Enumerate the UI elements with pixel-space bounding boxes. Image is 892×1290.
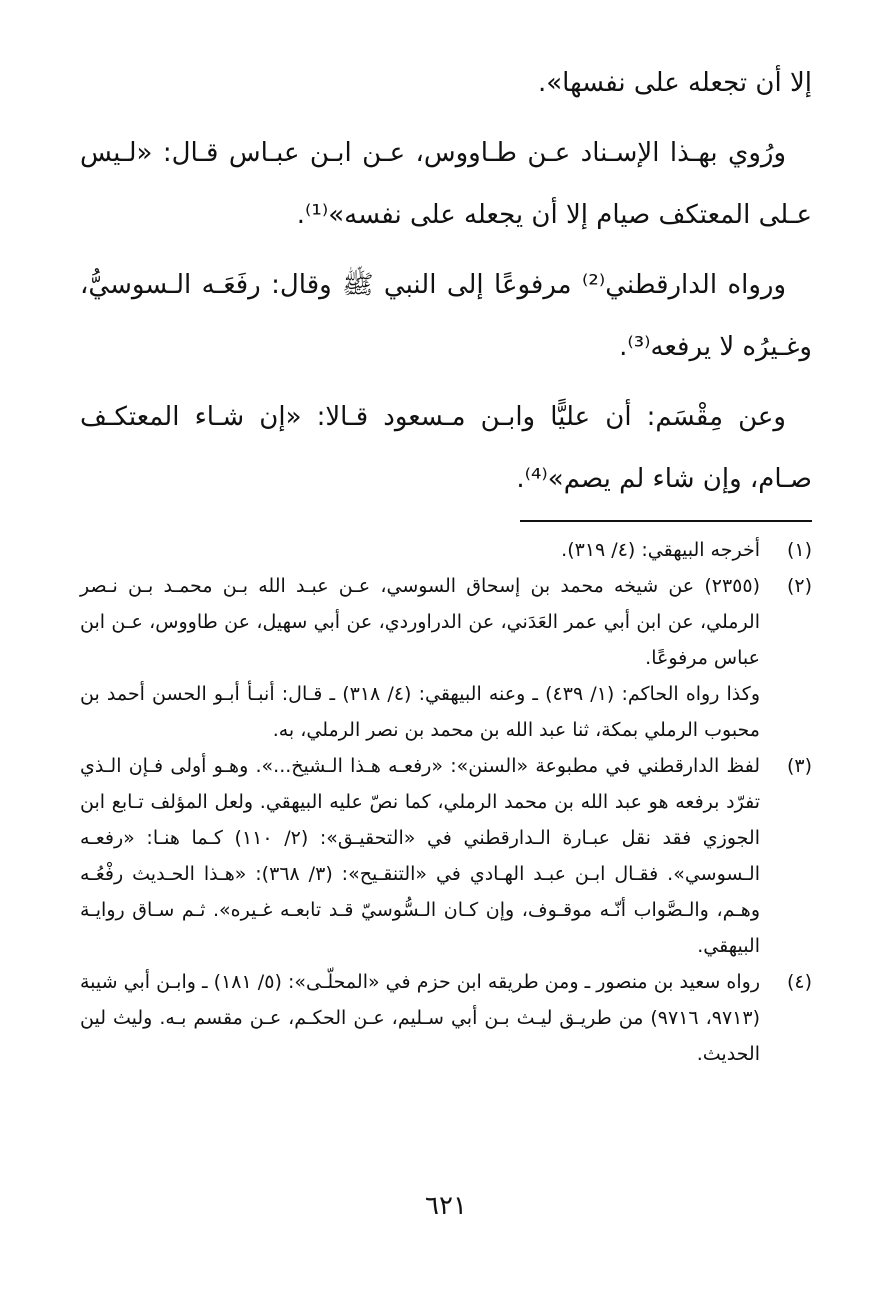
main-paragraph: ورواه الدارقطني⁽²⁾ مرفوعًا إلى النبي ﷺ وقال: رفَعَـه الـسوسيُّ، وغـيرُه لا يرفعه⁽³⁾. xyxy=(80,270,812,362)
footnote-number: (٢) xyxy=(786,575,812,597)
footnotes-section xyxy=(80,532,812,1072)
footnote-item xyxy=(80,964,812,1072)
footnote-separator xyxy=(520,520,812,522)
footnote-text: رواه سعيد بن منصور ـ ومن طريقه ابن حزم في «المحلّـى»: (٥/ ١٨١) ـ وابـن أبي شيبة (٩٧١٣، ٩٧١٦) من طريـق ليـث بـن أبي سـليم، عـن الحكـم، عـن مقسم بـه. وليث لين الحديث. xyxy=(80,971,761,1065)
page-number: ٦٢١ xyxy=(425,1191,467,1221)
main-paragraph: وعن مِقْسَم: أن عليًّا وابـن مـسعود قـالا: «إن شـاء المعتكـف صـام، وإن شاء لم يصم»⁽⁴⁾. xyxy=(80,402,812,494)
footnote-number: (٣) xyxy=(786,755,812,777)
main-text-body xyxy=(80,52,812,518)
footnote-text: لفظ الدارقطني في مطبوعة «السنن»: «رفعـه هـذا الـشيخ...». وهـو أولى فـإن الـذي تفرّد برفعه هو عبد الله بن محمد الرملي، كما نصّ عليه البيهقي. ولعل المؤلف تـابع ابن الجوزي فقد نقل عبـارة الـدارقطني في «التحقيـق»: (٢/ ١١٠) كـما هنـا: «رفعـه الـسوسي». فقـال ابـن عبـد الهـادي في «التنقـيح»: (٣/ ٣٦٨): «هـذا الحـديث رفْعُـه وهـم، والـصَّواب أنّـه موقـوف، وإن كـان الـسُّوسيّ قـد تابعـه غـيره». ثـم سـاق روايـة البيهقي. xyxy=(80,755,760,957)
footnote-item xyxy=(80,568,812,748)
main-paragraph: ورُوي بهـذا الإسـناد عـن طـاووس، عـن ابـن عبـاس قـال: «لـيس عـلى المعتكف صيام إلا أن يجعله على نفسه»⁽¹⁾. xyxy=(80,138,812,230)
footnote-text: (٢٣٥٥) عن شيخه محمد بن إسحاق السوسي، عـن عبـد الله بـن محمـد بـن نـصر الرملي، عن ابن أبي عمر العَدَني، عن الدراوردي، عن أبي سهيل، عن طاووس، عـن ابن عباس مرفوعًا. xyxy=(80,575,760,669)
footnote-number: (١) xyxy=(786,539,812,561)
footnote-text: أخرجه البيهقي: (٤/ ٣١٩). xyxy=(561,539,760,561)
footnote-item xyxy=(80,748,812,964)
footnote-item xyxy=(80,532,812,568)
footnote-number: (٤) xyxy=(786,971,812,993)
footnote-continuation: وكذا رواه الحاكم: (١/ ٤٣٩) ـ وعنه البيهقي: (٤/ ٣١٨) ـ قـال: أنبـأ أبـو الحسن أحمد بن محبوب الرملي بمكة، ثنا عبد الله بن محمد بن نصر الرملي، به. xyxy=(80,683,761,741)
main-paragraph: إلا أن تجعله على نفسها». xyxy=(538,68,812,98)
